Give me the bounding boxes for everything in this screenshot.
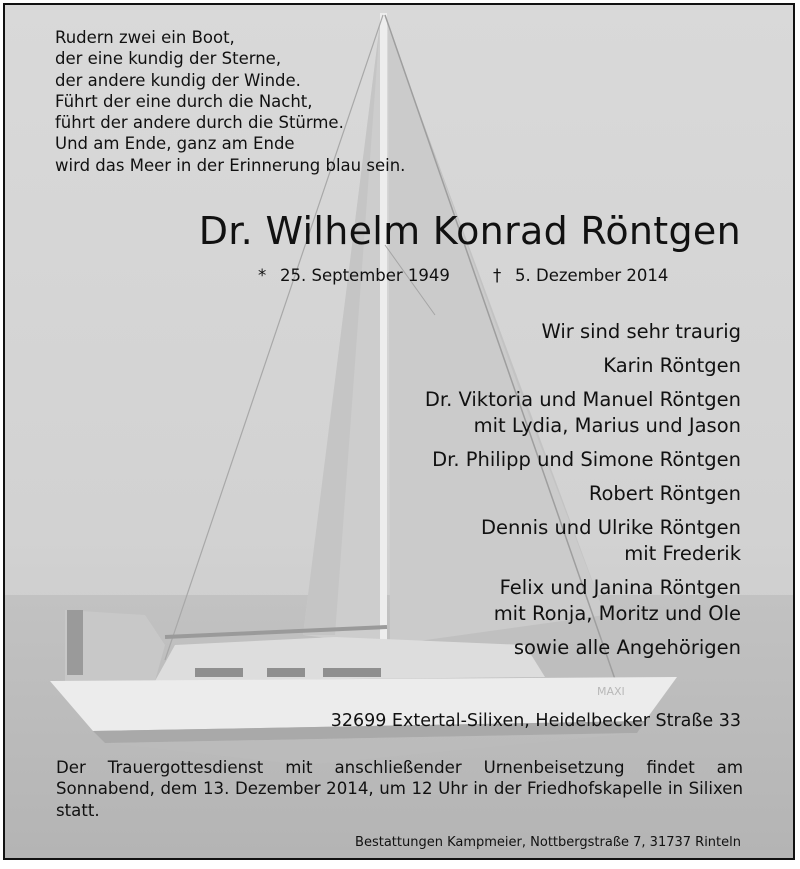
mourner-line: mit Ronja, Moritz und Ole — [493, 602, 741, 625]
mourner-line: sowie alle Angehörigen — [513, 636, 741, 659]
death-date — [493, 266, 668, 285]
mourners-list — [5, 319, 741, 669]
mourner-line: Robert Röntgen — [588, 482, 741, 505]
undertaker-info: Bestattungen Kampmeier, Nottbergstraße 7, 31737 Rinteln — [355, 835, 741, 850]
poem — [55, 27, 405, 176]
poem-line: wird das Meer in der Erinnerung blau sein. — [55, 155, 406, 175]
mourner-entry — [5, 447, 741, 473]
poem-line: führt der andere durch die Stürme. — [55, 113, 344, 133]
mourner-line: Karin Röntgen — [603, 354, 741, 377]
obituary-notice — [3, 3, 795, 860]
death-date-text: 5. Dezember 2014 — [515, 266, 669, 285]
poem-line: der eine kundig der Sterne, — [55, 49, 282, 69]
svg-text:MAXI: MAXI — [597, 685, 625, 698]
poem-line: Führt der eine durch die Nacht, — [55, 91, 313, 111]
birth-date-text: 25. September 1949 — [280, 266, 450, 285]
mourner-line: Wir sind sehr traurig — [541, 320, 741, 343]
mourner-line: Dennis und Ulrike Röntgen — [480, 516, 741, 539]
mourner-entry — [5, 353, 741, 379]
birth-date — [258, 266, 450, 285]
mourner-line: Dr. Philipp und Simone Röntgen — [432, 448, 741, 471]
mourner-line: Dr. Viktoria und Manuel Röntgen — [424, 388, 741, 411]
mourner-entry — [5, 319, 741, 345]
poem-line: Rudern zwei ein Boot, — [55, 28, 235, 47]
birth-star-symbol: * — [258, 266, 267, 285]
poem-line: der andere kundig der Winde. — [55, 70, 301, 90]
funeral-service-text: Der Trauergottesdienst mit anschließender Urnenbeisetzung findet am Sonnabend, dem 13. Dezember 2014, um 12 Uhr in der Friedhofskapelle in Silixen statt. — [56, 758, 743, 820]
family-address: 32699 Extertal-Silixen, Heidelbecker Straße 33 — [330, 711, 741, 731]
mourner-line: mit Frederik — [624, 542, 741, 565]
deceased-name: Dr. Wilhelm Konrad Röntgen — [198, 209, 741, 253]
mourner-entry — [5, 635, 741, 661]
poem-line: Und am Ende, ganz am Ende — [55, 134, 295, 154]
mourner-line: mit Lydia, Marius und Jason — [473, 414, 741, 437]
mourner-line: Felix und Janina Röntgen — [499, 576, 741, 599]
mourner-entry — [5, 575, 741, 627]
mourner-entry — [5, 387, 741, 439]
mourner-entry — [5, 481, 741, 507]
mourner-entry — [5, 515, 741, 567]
death-cross-symbol: † — [493, 266, 502, 285]
